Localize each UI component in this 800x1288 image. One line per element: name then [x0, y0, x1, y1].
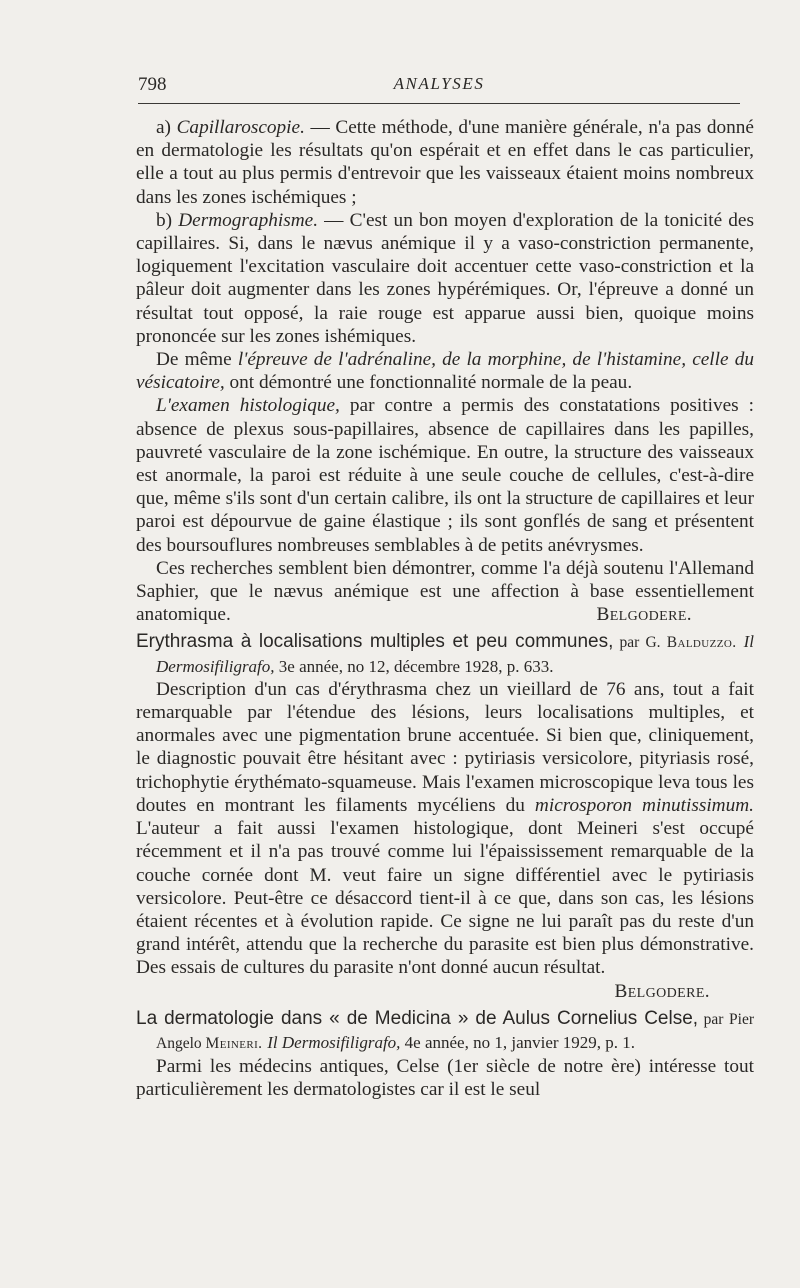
journal-name: Il Dermosifiligrafo,: [156, 632, 754, 676]
paragraph-celse: [136, 1055, 754, 1101]
author-name: Meineri.: [205, 1034, 263, 1052]
author-name: Balduzzo.: [666, 634, 737, 652]
italic-phrase: L'examen histologique,: [156, 395, 340, 417]
signature: Belgodere.: [596, 604, 692, 626]
paragraph-dermographisme: [136, 209, 754, 348]
signature: Belgodere.: [614, 980, 710, 1002]
header-rule: [138, 103, 740, 104]
paragraph-conclusion: [136, 557, 754, 627]
paragraph-text: L'auteur a fait aussi l'examen histologique, dont Meineri s'est occupé récemment et il n'a pas trouvé comme lui l'épaississement remarquable de la couche cornée dont M. veut faire un signe différentiel avec le pytiriasis versicolore. Peut-être ce désaccord tient-il à ce que, dans son cas, les lésions étaient récentes et à évolution rapide. Ce signe ne lui paraît pas du reste d'un grand intérêt, attendu que la recherche du parasite est bien plus démonstrative. Des essais de cultures du parasite n'ont donné aucun résultat.: [136, 818, 754, 979]
paragraph-text: Parmi les médecins antiques, Celse (1er siècle de notre ère) intéresse tout particulièrement les dermatologistes car il est le seul: [136, 1056, 754, 1101]
page-header: [138, 68, 740, 102]
paragraph-epreuves: [136, 348, 754, 394]
italic-phrase: microsporon minutissimum.: [534, 794, 754, 816]
paragraph-erythrasma: [136, 678, 754, 1003]
paragraph-text: ont démontré une fonctionnalité normale de la peau.: [224, 372, 633, 394]
citation: 3e année, no 12, décembre 1928, p. 633.: [274, 656, 554, 676]
paragraph-capillaroscopie: [136, 116, 754, 209]
item-label: a): [156, 117, 177, 138]
page-number: 798: [138, 74, 167, 95]
paragraph-text: par contre a permis des constatations positives : absence de plexus sous-papillaires, absence de capillaires dans les papilles, pauvreté vasculaire de la zone ischémique. En outre, la structure des vaisseaux est anormale, la paroi est réduite à une seule couche de cellules, c'est-à-dire que, même s'ils sont d'un certain calibre, ils ont la structure de capillaires et leur paroi est dépourvue de gaine élastique ; ils sont gonflés de sang et présentent des boursouflures nombreuses semblables à de petits anévrysmes.: [136, 395, 755, 556]
article-title: Erythrasma à localisations multiples et peu communes,: [136, 631, 614, 653]
journal-name: Il Dermosifiligrafo,: [267, 1032, 401, 1052]
paragraph-text: — C'est un bon moyen d'exploration de la tonicité des capillaires. Si, dans le nævus anémique il y a vaso-constriction permanente, logiquement l'excitation vasculaire doit accentuer cette vaso-constriction et la pâleur doit augmenter dans les zones hypérémiques. Or, l'épreuve a donné un résultat tout opposé, la raie rouge est apparue aussi bien, quoique moins prononcée sur les zones ishémiques.: [136, 209, 754, 347]
paragraph-text: De même: [156, 349, 238, 371]
article-heading-celse: [136, 1007, 754, 1055]
item-label: b): [156, 209, 179, 231]
citation: 4e année, no 1, janvier 1929, p. 1.: [400, 1032, 636, 1052]
paragraph-histologie: [136, 394, 754, 556]
paragraph-text: Description d'un cas d'érythrasma chez un vieillard de 76 ans, tout a fait remarquable par l'étendue des lésions, leurs localisations multiples, et anormales avec une pigmentation brune accentuée. Si bien que, cliniquement, le diagnostic pouvait être hésitant avec : pytiriasis versicolore, pityriasis rosé, trichophytie érythémato-squameuse. Mais l'examen microscopique leva tous les doutes en montrant les filaments mycéliens du: [136, 678, 754, 816]
running-head: ANALYSES: [393, 74, 485, 93]
italic-phrase: l'épreuve de l'adrénaline, de la morphine, de l'histamine, celle du vésicatoire,: [136, 349, 754, 394]
paragraph-text: Ces recherches semblent bien démontrer, comme l'a déjà soutenu l'Allemand Saphier, que le nævus anémique est une affection à base essentiellement anatomique.: [136, 557, 754, 626]
author-prefix: par Pier Angelo: [156, 1010, 755, 1052]
page-body: [136, 116, 754, 1102]
article-heading-erythrasma: [136, 630, 754, 677]
author-prefix: par G.: [613, 634, 667, 652]
article-title: La dermatologie dans « de Medicina » de Aulus Cornelius Celse,: [136, 1007, 699, 1029]
paragraph-text: — Cette méthode, d'une manière générale, n'a pas donné en dermatologie les résultats qu'on espérait et en effet dans le cas particulier, elle a tout au plus permis d'entrevoir que les vaisseaux étaient moins nombreux dans les zones ischémiques ;: [136, 117, 754, 208]
item-term: Capillaroscopie.: [176, 117, 305, 138]
item-term: Dermographisme.: [178, 209, 319, 231]
